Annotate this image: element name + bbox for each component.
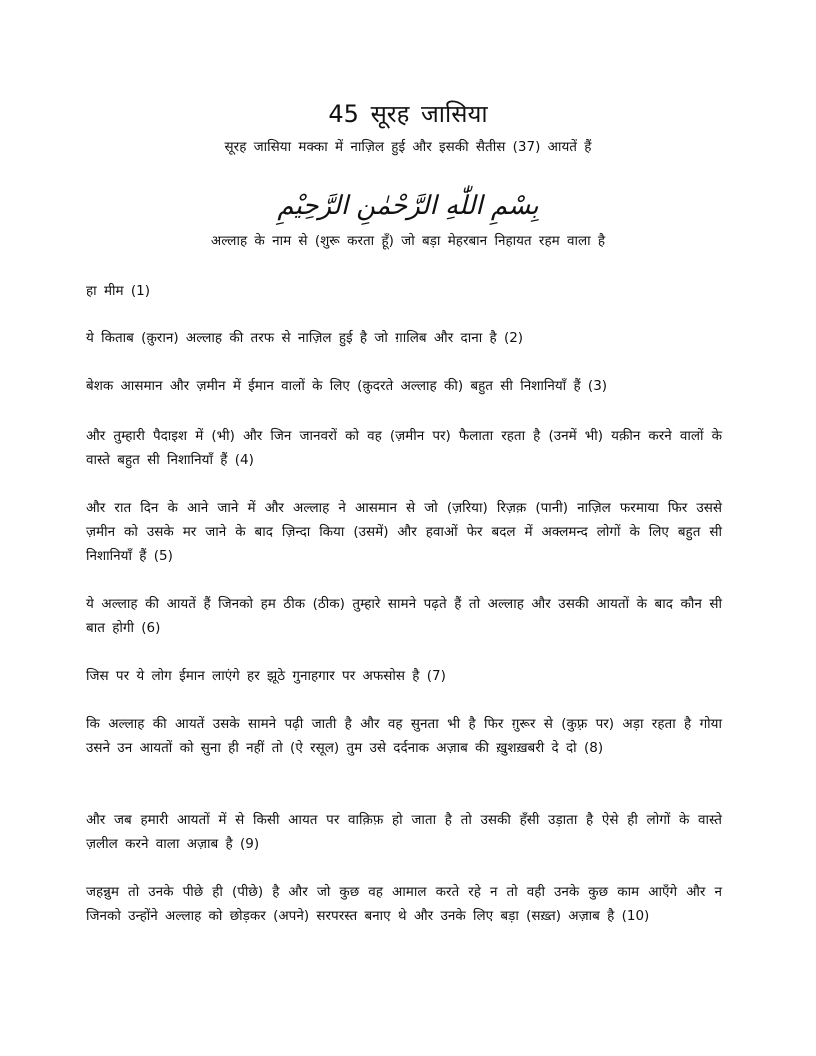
verse-3: बेशक आसमान और ज़मीन में ईमान वालों के लिए (क़ुदरते अल्लाह की) बहुत सी निशानियाँ हैं (3) <box>86 378 608 394</box>
verse-6: ये अल्लाह की आयतें हैं जिनको हम ठीक (ठीक) तुम्हारे सामने पढ़ते हैं तो अल्लाह और उसकी आयतों के बाद कौन सी बात होगी (6) <box>86 596 722 636</box>
verse-10: जहन्नुम तो उनके पीछे ही (पीछे) है और जो कुछ वह आमाल करते रहे न तो वही उनके कुछ काम आएँगे और न जिनको उन्होंने अल्लाह को छोड़कर (अपने) सरपरस्त बनाए थे और उनके लिए बड़ा (सख़्त) अज़ाब है (10) <box>86 884 722 924</box>
verse-4: और तुम्हारी पैदाइश में (भी) और जिन जानवरों को वह (ज़मीन पर) फैलाता रहता है (उनमें भी) यक़ीन करने वालों के वास्ते बहुत सी निशानियाँ हैं (4) <box>86 428 722 468</box>
verse-1: हा मीम (1) <box>86 283 151 299</box>
verse-8: कि अल्लाह की आयतें उसके सामने पढ़ी जाती है और वह सुनता भी है फिर ग़ुरूर से (कुफ़्र पर) अड़ा रहता है गोया उसने उन आयतों को सुना ही नहीं तो (ऐ रसूल) तुम उसे दर्दनाक अज़ाब की ख़ुशख़बरी दे दो (8) <box>86 716 722 756</box>
bismillah-calligraphy: بِسْمِ اللّٰهِ الرَّحْمٰنِ الرَّحِيْمِ <box>277 191 539 221</box>
surah-title: 45 सूरह जासिया <box>328 100 488 128</box>
verse-7: जिस पर ये लोग ईमान लाएंगे हर झूठे गुनाहगार पर अफसोस है (7) <box>86 668 446 684</box>
surah-subtitle: सूरह जासिया मक्का में नाज़िल हुई और इसकी सैतीस (37) आयतें हैं <box>224 139 592 155</box>
verse-5: और रात दिन के आने जाने में और अल्लाह ने आसमान से जो (ज़रिया) रिज़क़ (पानी) नाज़िल फरमाया फिर उससे ज़मीन को उसके मर जाने के बाद ज़िन्दा किया (उसमें) और हवाओं फेर बदल में अक्लमन्द लोगों के लिए बहुत सी निशानियाँ हैं (5) <box>86 500 722 564</box>
bismillah-translation: अल्लाह के नाम से (शुरू करता हूँ) जो बड़ा मेहरबान निहायत रहम वाला है <box>210 233 606 249</box>
verse-9: और जब हमारी आयतों में से किसी आयत पर वाक़िफ़ हो जाता है तो उसकी हँसी उड़ाता है ऐसे ही लोगों के वास्ते ज़लील करने वाला अज़ाब है (9) <box>86 812 722 852</box>
verse-2: ये किताब (क़ुरान) अल्लाह की तरफ से नाज़िल हुई है जो ग़ालिब और दाना है (2) <box>86 330 524 346</box>
